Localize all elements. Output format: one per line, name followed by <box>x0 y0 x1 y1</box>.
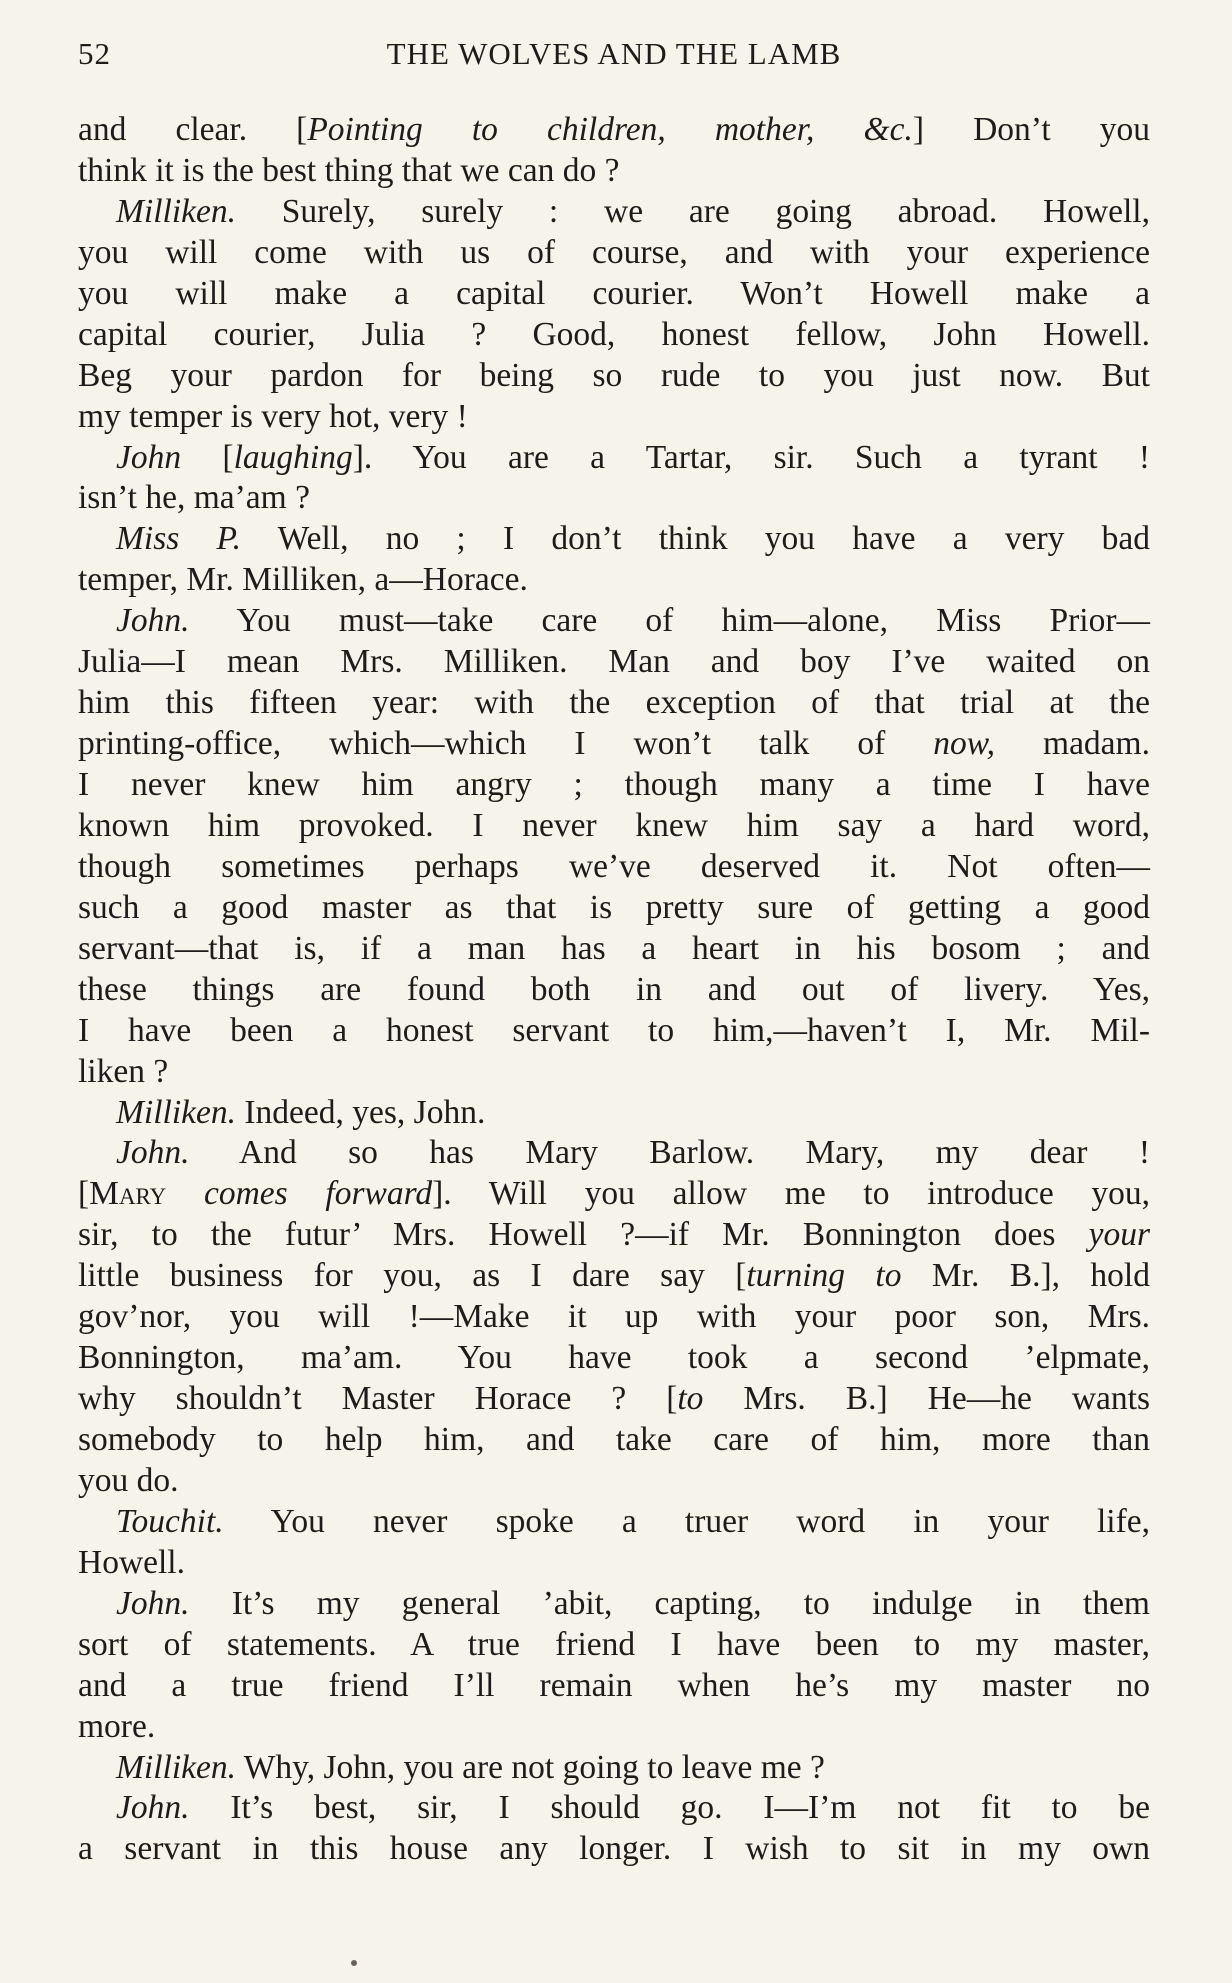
speech-line <box>78 1133 1150 1174</box>
text-line: sort of statements. A true friend I have been to my master, <box>78 1625 1150 1663</box>
text-line: Howell. <box>78 1543 185 1581</box>
text-line <box>78 1379 1150 1420</box>
text-line: you do. <box>78 1461 179 1499</box>
speech-text: You must—take care of him—alone, Miss Prior— <box>189 602 1150 640</box>
speaker-name: John. <box>116 602 190 640</box>
speech-text: It’s best, sir, I should go. I—I’m not fit to be <box>189 1789 1150 1827</box>
text-run: ] Don’t you <box>912 111 1150 148</box>
speech-line <box>78 192 1150 233</box>
text-run: [ <box>78 1175 90 1213</box>
text-line: think it is the best thing that we can do ? <box>78 151 620 189</box>
text-line: liken ? <box>78 1052 169 1090</box>
text-line <box>78 110 1150 151</box>
page-number: 52 <box>78 36 111 71</box>
text-line: capital courier, Julia ? Good, honest fellow, John Howell. <box>78 315 1150 353</box>
speaker-name: John <box>116 438 182 476</box>
character-name: Mary <box>89 1175 167 1213</box>
text-run: madam. <box>995 725 1150 763</box>
body-text <box>78 110 1150 1870</box>
text-line <box>78 1256 1150 1297</box>
text-run <box>166 1175 204 1212</box>
text-run: sir, to the futur’ Mrs. Howell ?—if Mr. Bonnington does <box>78 1216 1089 1254</box>
speech-line <box>78 438 1150 479</box>
stage-direction: comes forward <box>203 1175 433 1213</box>
text-run: Mrs. B.] He—he wants <box>703 1380 1150 1418</box>
speaker-name: Milliken. <box>116 192 236 230</box>
speech-line <box>78 1584 1150 1625</box>
speaker-name: John. <box>116 1584 190 1622</box>
text-line <box>78 724 1150 765</box>
text-run: ]. Will you allow me to introduce you, <box>432 1175 1151 1213</box>
text-line: gov’nor, you will !—Make it up with your poor son, Mrs. <box>78 1298 1150 1336</box>
text-line: Julia—I mean Mrs. Milliken. Man and boy I’ve waited on <box>78 643 1150 681</box>
book-page <box>78 36 1150 1870</box>
speech-line <box>78 1788 1150 1829</box>
page-header <box>78 36 1150 80</box>
text-line: servant—that is, if a man has a heart in his bosom ; and <box>78 929 1150 967</box>
text-line: temper, Mr. Milliken, a—Horace. <box>78 561 528 599</box>
stage-direction: turning to <box>746 1257 902 1295</box>
text-line: isn’t he, ma’am ? <box>78 479 310 517</box>
text-line: known him provoked. I never knew him say a hard word, <box>78 806 1150 844</box>
speaker-name: John. <box>116 1134 190 1172</box>
text-line <box>78 1215 1150 1256</box>
stage-direction: Pointing to children, mother, &c. <box>307 111 913 148</box>
text-line: you will make a capital courier. Won’t Howell make a <box>78 274 1150 312</box>
stage-direction: laughing <box>233 438 353 476</box>
text-line: my temper is very hot, very ! <box>78 397 468 435</box>
text-run: [ <box>181 438 234 476</box>
text-line: though sometimes perhaps we’ve deserved it. Not often— <box>78 847 1150 885</box>
text-run: Mr. B.], hold <box>901 1257 1150 1295</box>
text-line: Bonnington, ma’am. You have took a second ’elpmate, <box>78 1339 1150 1377</box>
speech-text: And so has Mary Barlow. Mary, my dear ! <box>189 1134 1150 1172</box>
text-line: more. <box>78 1707 156 1745</box>
text-line: such a good master as that is pretty sure of getting a good <box>78 888 1150 926</box>
speech-line <box>78 601 1150 642</box>
emphasis: your <box>1088 1216 1150 1254</box>
text-line: Beg your pardon for being so rude to you just now. But <box>78 356 1150 394</box>
speech-text: Indeed, yes, John. <box>236 1093 486 1131</box>
text-line: you will come with us of course, and with your experience <box>78 233 1150 271</box>
speech-text: Well, no ; I don’t think you have a very bad <box>241 520 1150 558</box>
text-run: and clear. [ <box>78 111 308 148</box>
text-line: and a true friend I’ll remain when he’s my master no <box>78 1666 1150 1704</box>
speaker-name: Milliken. <box>116 1093 236 1131</box>
text-line: these things are found both in and out of livery. Yes, <box>78 970 1150 1008</box>
text-line: him this fifteen year: with the exception of that trial at the <box>78 684 1150 722</box>
speech-line <box>78 1748 1150 1789</box>
emphasis: now, <box>933 725 995 763</box>
speech-text: Why, John, you are not going to leave me ? <box>236 1748 825 1786</box>
printer-mark <box>351 1960 357 1966</box>
stage-direction: to <box>677 1380 704 1418</box>
speech-text: Surely, surely : we are going abroad. Howell, <box>236 192 1150 230</box>
speech-line <box>78 1502 1150 1543</box>
text-run: why shouldn’t Master Horace ? [ <box>78 1380 678 1418</box>
text-line <box>78 1174 1150 1215</box>
text-line: I never knew him angry ; though many a time I have <box>78 766 1150 803</box>
text-line: somebody to help him, and take care of him, more than <box>78 1421 1150 1458</box>
text-run: little business for you, as I dare say [ <box>78 1257 747 1295</box>
running-head: THE WOLVES AND THE LAMB <box>386 36 842 71</box>
speech-text: ]. You are a Tartar, sir. Such a tyrant ! <box>352 438 1150 476</box>
speaker-name: John. <box>116 1789 190 1827</box>
speaker-name: Touchit. <box>116 1502 224 1540</box>
speech-text: It’s my general ’abit, capting, to indulge in them <box>189 1584 1150 1622</box>
text-line: I have been a honest servant to him,—haven’t I, Mr. Mil- <box>78 1011 1150 1049</box>
text-run: printing-office, which—which I won’t talk of <box>78 725 934 763</box>
speech-line <box>78 519 1150 560</box>
text-line: a servant in this house any longer. I wish to sit in my own <box>78 1830 1150 1868</box>
speech-line <box>78 1093 1150 1134</box>
speech-text: You never spoke a truer word in your life, <box>223 1502 1150 1540</box>
speaker-name: Miss P. <box>116 520 242 558</box>
speaker-name: Milliken. <box>116 1748 236 1786</box>
